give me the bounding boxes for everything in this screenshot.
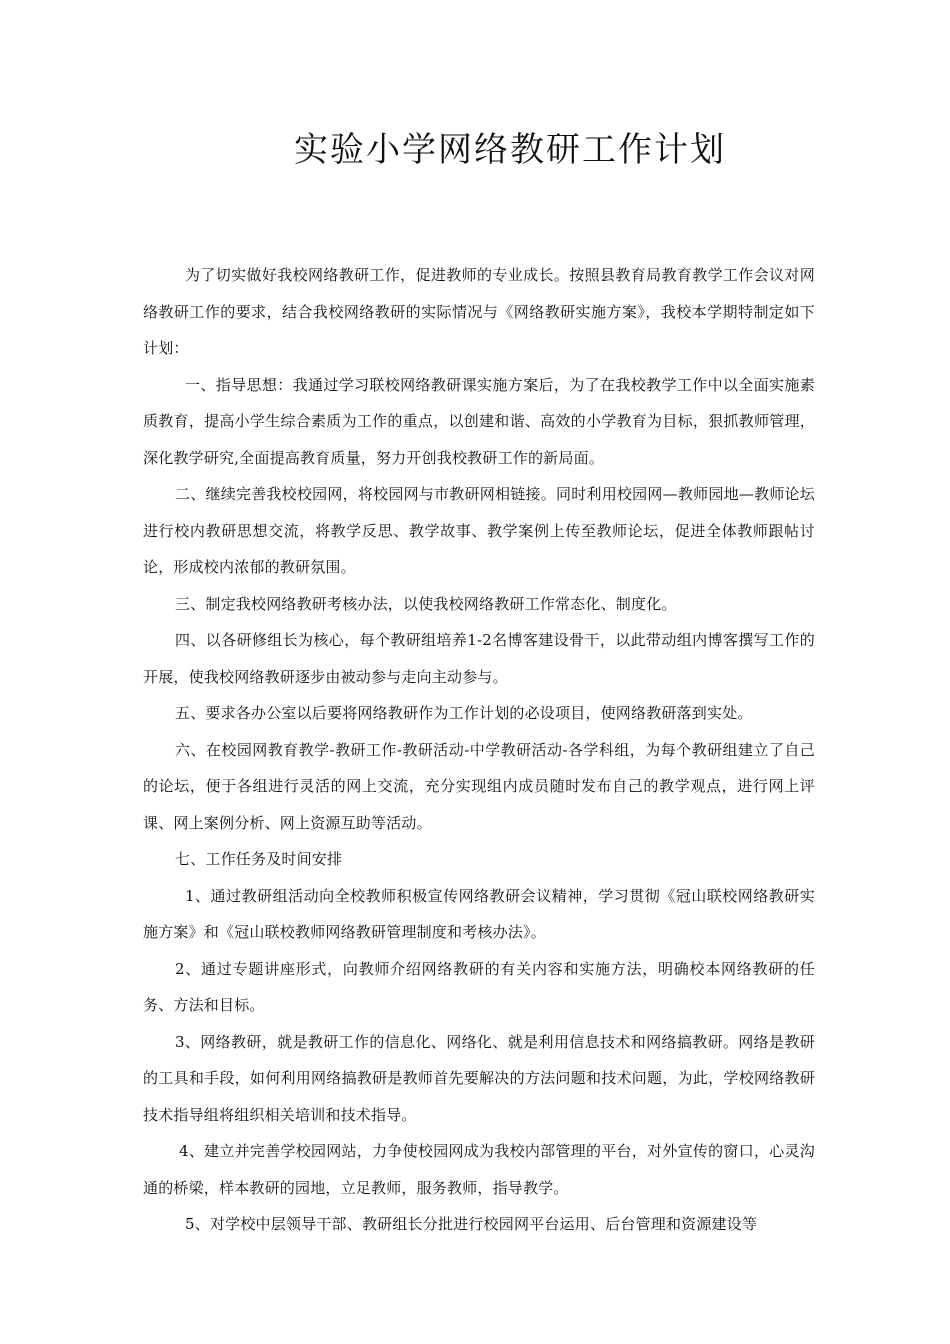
task-4-paragraph: 4、建立并完善学校园网站，力争使校园网成为我校内部管理的平台，对外宣传的窗口，心灵沟通的桥梁，样本教研的园地，立足教师，服务教师，指导教学。 bbox=[143, 1142, 815, 1197]
task-3-paragraph: 3、网络教研，就是教研工作的信息化、网络化、就是利用信息技术和网络搞教研。网络是教研的工具和手段，如何利用网络搞教研是教师首先要解决的方法问题和技术问题，为此，学校网络教研技术指导组将组织相关培训和技术指导。 bbox=[143, 1032, 815, 1124]
task-1-paragraph: 1、通过教研组活动向全校教师积极宣传网络教研会议精神，学习贯彻《冠山联校网络教研实施方案》和《冠山联校教师网络教研管理制度和考核办法》。 bbox=[143, 886, 815, 941]
section-6-paragraph: 六、在校园网教育教学-教研工作-教研活动-中学教研活动-各学科组，为每个教研组建立了自己的论坛，便于各组进行灵活的网上交流，充分实现组内成员随时发布自己的教学观点，进行网上评课、网上案例分析、网上资源互助等活动。 bbox=[143, 740, 815, 832]
section-4-paragraph: 四、以各研修组长为核心，每个教研组培养1-2名博客建设骨干，以此带动组内博客撰写工作的开展，使我校网络教研逐步由被动参与走向主动参与。 bbox=[143, 631, 815, 686]
section-3-paragraph: 三、制定我校网络教研考核办法，以使我校网络教研工作常态化、制度化。 bbox=[175, 594, 677, 613]
intro-paragraph: 为了切实做好我校网络教研工作，促进教师的专业成长。按照县教育局教育教学工作会议对网络教研工作的要求，结合我校网络教研的实际情况与《网络教研实施方案》，我校本学期特制定如下计划： bbox=[143, 266, 815, 357]
document-body bbox=[143, 257, 815, 1243]
section-5-paragraph: 五、要求各办公室以后要将网络教研作为工作计划的必设项目，使网络教研落到实处。 bbox=[175, 704, 753, 722]
section-2-paragraph: 二、继续完善我校校园网，将校园网与市教研网相链接。同时利用校园网—教师园地—教师论坛进行校内教研思想交流，将教学反思、教学故事、教学案例上传至教师论坛，促进全体教师跟帖讨论，形成校内浓郁的教研氛围。 bbox=[143, 485, 815, 576]
task-5-paragraph: 5、对学校中层领导干部、教研组长分批进行校园网平台运用、后台管理和资源建设等 bbox=[185, 1215, 758, 1233]
document-title: 实验小学网络教研工作计划 bbox=[294, 130, 726, 170]
task-2-paragraph: 2、通过专题讲座形式，向教师介绍网络教研的有关内容和实施方法，明确校本网络教研的任务、方法和目标。 bbox=[143, 959, 815, 1014]
section-7-heading: 七、工作任务及时间安排 bbox=[175, 850, 343, 868]
section-1-paragraph: 一、指导思想：我通过学习联校网络教研课实施方案后，为了在我校教学工作中以全面实施素质教育，提高小学生综合素质为工作的重点，以创建和谐、高效的小学教育为目标，狠抓教师管理，深化教学研究,全面提高教育质量，努力开创我校教研工作的新局面。 bbox=[143, 375, 815, 467]
